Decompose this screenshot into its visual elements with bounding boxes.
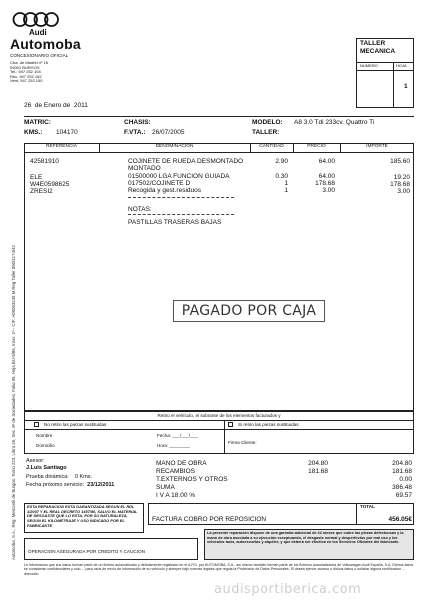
hora-field: Hora: ________: [157, 443, 190, 448]
audi-rings-logo: [12, 11, 60, 28]
asesor-name: J.Luis Santiago: [26, 465, 67, 471]
row5-amount: 3.00: [397, 188, 410, 195]
facturacion-text: FACTURA COBRO POR REPOSICION: [152, 516, 267, 523]
fvta-label: F.VTA.:: [124, 129, 146, 136]
total-mano-obra-label: MANO DE OBRA: [156, 460, 207, 467]
col-importe: IMPORTE: [366, 144, 388, 149]
row1-qty: 2.90: [275, 158, 288, 165]
row3-price: 64.00: [318, 173, 335, 180]
no-retiro-checkbox[interactable]: [34, 422, 39, 427]
asesor-label: Asesor:: [26, 458, 45, 464]
row1-ref: 42581910: [30, 158, 59, 165]
row4-amount: 178.68: [390, 181, 410, 188]
guarantee-text: ESTA REPARACION ESTA GARANTIZADA SEGUN EL RDL 1/2007 Y EL REAL DECRETO 1457/86, SALVO EL MATERIAL DE DESGASTE QUE LO ESTA, POR SU NATURALEZA, SEGUN EL KILOMETRAJE Y USO INDICADO POR EL FABRICANTE.: [27, 504, 138, 528]
watermark: audisportiberica.com: [214, 582, 362, 597]
right-notice-text: La presente reparación dispone de una garantía adicional de 24 meses que cubre las piezas defectuosas y la mano de obra asociada a su ejecución exceptuando, el desgaste normal y desperfectos por mal uso y los vehículos taxis, autoescuelas y alquiler; y que deberá ser efectiva en los Servicios Oficiales del fabricante.: [207, 531, 404, 544]
paid-stamp: PAGADO POR CAJA: [173, 300, 325, 322]
retiro-title: Retiro el vehículo, el sobrante de los elementos facturados y: [157, 413, 281, 418]
total-externos-label: T.EXTERNOS Y OTROS: [156, 476, 228, 483]
notes-label: NOTAS:: [128, 206, 152, 213]
company-subtitle: CONCESIONARIO OFICIAL: [10, 53, 69, 58]
total-mano-obra-mid: 204.80: [308, 460, 328, 467]
hoja-label: HOJA: [396, 63, 407, 68]
nombre-label: Nombre: [36, 433, 53, 438]
row5-price: 3.00: [322, 187, 335, 194]
col-precio: PRECIO: [307, 144, 326, 149]
row2-desc: MONTADO: [128, 165, 161, 172]
total-externos-value: 0.00: [399, 476, 412, 483]
fvta-value: 26/07/2005: [152, 129, 185, 136]
total-suma-value: 386.48: [392, 484, 412, 491]
taller-label: TALLER:: [252, 129, 280, 136]
hoja-value: 1: [404, 83, 408, 90]
row5-desc: Recogida y gest.residuos: [128, 187, 201, 194]
row4-price: 178.68: [315, 180, 335, 187]
notes-text: PASTILLAS TRASERAS BAJAS: [128, 219, 222, 226]
row1-desc: COJINETE DE RUEDA DESMONTADO: [128, 158, 244, 165]
brand-name: Audi: [29, 28, 47, 37]
si-retiro-checkbox[interactable]: [228, 422, 233, 427]
row5-qty: 1: [284, 187, 288, 194]
total-suma-label: SUMA: [156, 484, 175, 491]
row3-desc: 01500000 LGA FUNCION GUIADA: [128, 173, 230, 180]
invoice-date: 26 de Enero de 2011: [24, 102, 88, 109]
fecha-field: Fecha: ___/___/___: [157, 433, 198, 438]
total-label: TOTAL: [360, 504, 375, 509]
row3-ref: ELE: [30, 174, 43, 181]
total-iva-value: 69.57: [395, 492, 412, 499]
total-value: 456.05€: [388, 516, 412, 523]
operacion-text: OPERACION ASEGURADA POR CREDITO Y CAUCION: [28, 549, 145, 554]
row1-price: 64.00: [318, 158, 335, 165]
modelo-label: MODELO:: [252, 119, 283, 126]
kms-label: KMS.:: [24, 129, 43, 136]
col-referencia: REFERENCIA: [46, 144, 77, 149]
row4-ref: W4E0598625: [30, 181, 70, 188]
matric-label: MATRIC:: [24, 119, 51, 126]
domicilio-label: Domicilio: [36, 443, 55, 448]
kms-value: 104170: [56, 129, 78, 136]
no-retiro-label: No retiro las piezas sustituidas: [44, 422, 107, 427]
total-iva-label: I V A 18.00 %: [156, 492, 196, 499]
modelo-value: A8 3.0 Tdi 233cv. Quattro Ti: [294, 119, 375, 126]
firma-label: Firma Cliente:: [228, 440, 257, 445]
taller-title: TALLER MECANICA: [360, 40, 396, 55]
total-recambios-mid: 181.68: [308, 468, 328, 475]
legal-footer: Le informamos que sus datos forman parte de un fichero automatizado y debidamente registrado en el A.P.D. por AUTOMOBA, S.A., así mismo también forman parte de los ficheros automatizados de Volkswagen Audi España, S.A. Dichos datos se consideran confidenciales y solo ... para usos de envío de información de su vehículo y siempre bajo normas legales que regula la Protección de Datos Personales. Si desea ejercer acceso o dichos datos o solicitar alguna rectificación ... dirección.: [24, 563, 414, 576]
company-address: Ctra. de Madrid nº 16 09001 BURGOS Tel.: 947 252 104 Rec. 947 252 162 Vent. 947 252 150: [10, 60, 48, 84]
row5-ref: ZRESI2: [30, 188, 53, 195]
chasis-label: CHASIS:: [124, 119, 151, 126]
row4-qty: 1: [284, 180, 288, 187]
numero-label: NUMERO: [360, 63, 378, 68]
fecha-proximo-servicio: Fecha próximo servicio: 23/12/2011: [26, 482, 115, 488]
company-name: Automoba: [10, 36, 81, 52]
prueba-dinamica: Prueba dinámica: 0 Kms.: [26, 474, 93, 480]
row1-amount: 185.60: [390, 158, 410, 165]
total-mano-obra-value: 204.80: [392, 460, 412, 467]
row4-desc: 017502/COJINETE D: [128, 180, 191, 187]
total-recambios-label: RECAMBIOS: [156, 468, 196, 475]
total-recambios-value: 181.68: [392, 468, 412, 475]
col-denominacion: DENOMINACION: [155, 144, 194, 149]
row3-qty: 0.30: [275, 173, 288, 180]
col-cantidad: CANTIDAD: [259, 144, 284, 149]
row3-amount: 19.20: [393, 174, 410, 181]
si-retiro-label: Si retiro las piezas sustituidas: [238, 422, 299, 427]
side-registration-text: Automoba, S.A., Reg. Mercantil de Burgos. Tomo 223, Libro 26, Sec. 8ª de Sociedades, Folio 95, Hoja BU-5/85, Inscr. 2ª - CIF: A09063245 M.Reg.Taller 090/4174/42: [11, 245, 16, 560]
